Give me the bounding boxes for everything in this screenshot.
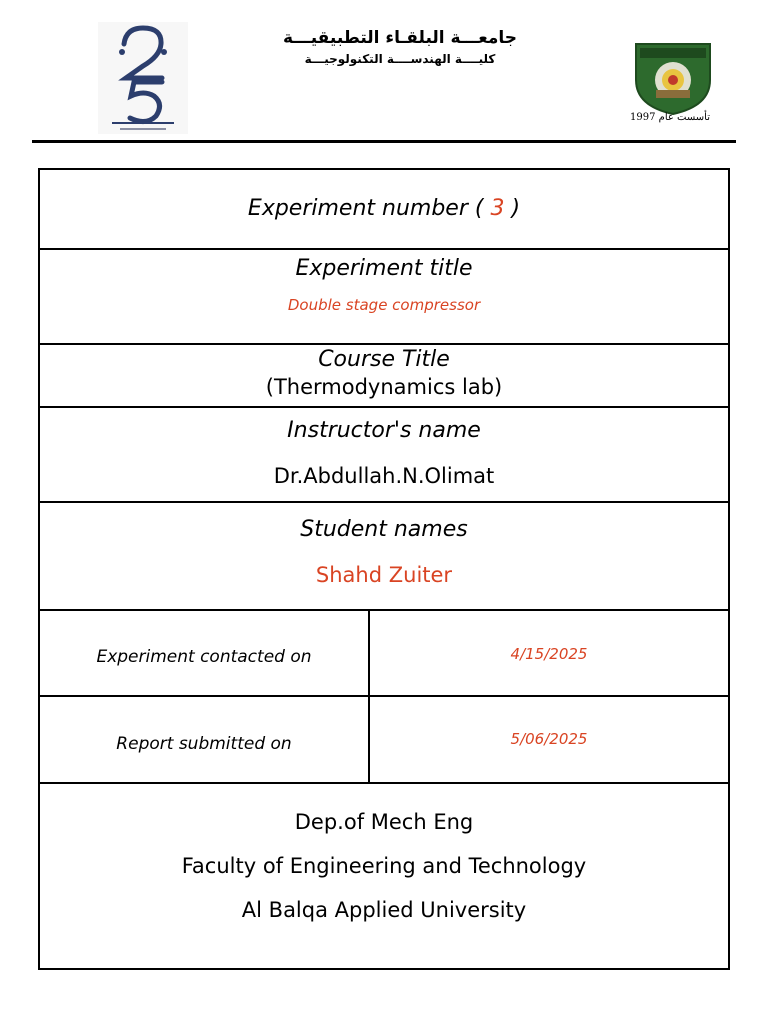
contacted-label: Experiment contacted on: [96, 647, 312, 667]
experiment-title-value: Double stage compressor: [287, 296, 481, 314]
submitted-value: 5/06/2025: [510, 730, 588, 748]
document-header: [0, 0, 768, 145]
faculty-name: Faculty of Engineering and Technology: [181, 854, 587, 878]
university-shield-logo: [632, 40, 714, 116]
student-names-label: Student names: [300, 517, 468, 542]
founded-year: تأسست عام 1997: [630, 112, 710, 123]
experiment-title-label: Experiment title: [295, 256, 473, 281]
contacted-date-row: [40, 611, 728, 697]
experiment-number-row: [40, 170, 728, 250]
silver-jubilee-logo: [98, 22, 188, 134]
department-name: Dep.of Mech Eng: [294, 810, 474, 834]
experiment-number-value: 3: [490, 196, 505, 221]
instructor-label: Instructor's name: [287, 418, 481, 443]
submitted-label: Report submitted on: [116, 734, 292, 754]
experiment-number-label: Experiment number (: [247, 196, 484, 221]
experiment-number-line: [40, 196, 728, 221]
course-title-value: (Thermodynamics lab): [265, 375, 503, 399]
course-title-label: Course Title: [318, 347, 450, 372]
experiment-number-close: ): [511, 196, 521, 221]
course-title-row: [40, 345, 728, 408]
instructor-row: [40, 408, 728, 503]
contacted-value: 4/15/2025: [510, 645, 588, 663]
university-name: Al Balqa Applied University: [241, 898, 527, 922]
cover-table: [38, 168, 730, 970]
experiment-title-row: [40, 250, 728, 345]
university-name-arabic: جامعـــة البلقـاء التطبيقيـــة: [282, 28, 518, 48]
footer-block: [40, 784, 728, 968]
student-names-row: [40, 503, 728, 611]
college-name-arabic: كليــــة الهندســــة التكنولوجيـــة: [304, 52, 496, 66]
instructor-value: Dr.Abdullah.N.Olimat: [273, 464, 495, 488]
submitted-date-row: [40, 697, 728, 784]
header-divider: [32, 140, 736, 143]
student-name-value: Shahd Zuiter: [315, 563, 453, 587]
